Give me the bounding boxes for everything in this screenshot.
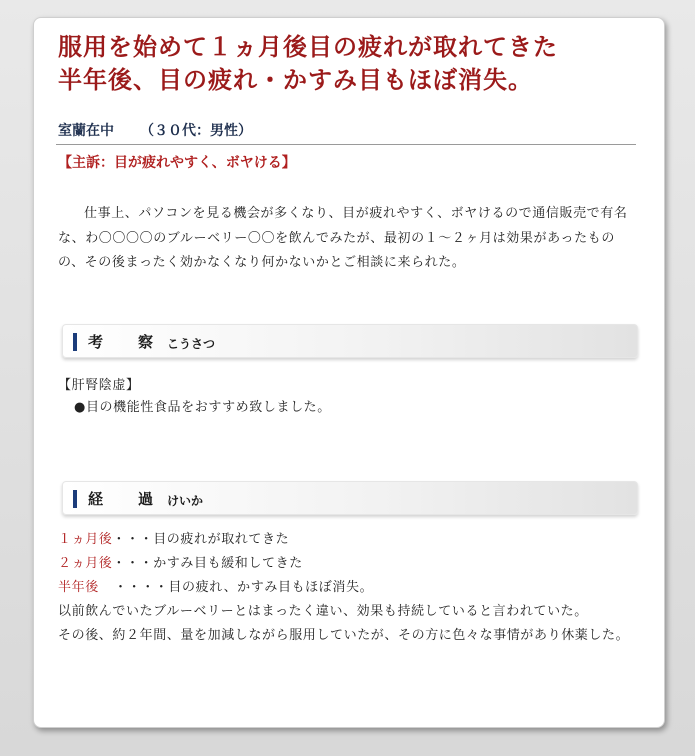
section-header-keika bbox=[62, 481, 638, 515]
section-marker bbox=[73, 333, 77, 351]
chief-complaint: 【主訴：目が疲れやすく、ボヤける】 bbox=[58, 155, 296, 171]
author-age: （３０代：男性） bbox=[140, 123, 252, 139]
diagnosis: 【肝腎陰虚】 bbox=[58, 378, 140, 393]
progress-entry bbox=[58, 576, 643, 600]
section-reading-kousatsu: こうさつ bbox=[167, 337, 216, 351]
section-title-keika: 経 過 bbox=[88, 490, 164, 508]
progress-content bbox=[58, 528, 643, 648]
divider bbox=[56, 144, 636, 145]
author-location: 室蘭在中 bbox=[58, 123, 114, 139]
progress-entry bbox=[58, 528, 643, 552]
title-line-1: 服用を始めて１ヵ月後目の疲れが取れてきた bbox=[58, 32, 558, 61]
progress-when: 半年後 bbox=[58, 580, 99, 595]
author-info bbox=[58, 120, 252, 140]
section-reading-keika: けいか bbox=[167, 494, 204, 508]
page-title bbox=[58, 30, 648, 96]
progress-when: １ヵ月後 bbox=[58, 532, 113, 547]
section-marker bbox=[73, 490, 77, 508]
progress-entry bbox=[58, 552, 643, 576]
progress-text: ・・・・目の疲れ、かすみ目もほぼ消失。 bbox=[114, 580, 374, 595]
section-title-kousatsu: 考 察 bbox=[88, 333, 164, 351]
progress-note: その後、約２年間、量を加減しながら服用していたが、その方に色々な事情があり休薬した。 bbox=[58, 628, 630, 643]
recommendation: ●目の機能性食品をおすすめ致しました。 bbox=[74, 400, 331, 415]
testimonial-card bbox=[33, 17, 665, 728]
kousatsu-content bbox=[58, 375, 638, 419]
title-line-2: 半年後、目の疲れ・かすみ目もほぼ消失。 bbox=[58, 65, 533, 94]
progress-text: ・・・かすみ目も緩和してきた bbox=[112, 556, 303, 571]
progress-when: ２ヵ月後 bbox=[58, 556, 113, 571]
progress-note: 以前飲んでいたブルーベリーとはまったく違い、効果も持続していると言われていた。 bbox=[58, 604, 588, 619]
intro-paragraph: 仕事上、パソコンを見る機会が多くなり、目が疲れやすく、ボヤけるので通信販売で有名な、わ〇〇〇〇のブルーベリー〇〇を飲んでみたが、最初の１～２ヶ月は効果があったものの、その後まったく効かなくなり何かないかとご相談に来られた。 bbox=[58, 206, 628, 270]
section-header-kousatsu bbox=[62, 324, 638, 358]
progress-text: ・・・目の疲れが取れてきた bbox=[112, 532, 290, 547]
